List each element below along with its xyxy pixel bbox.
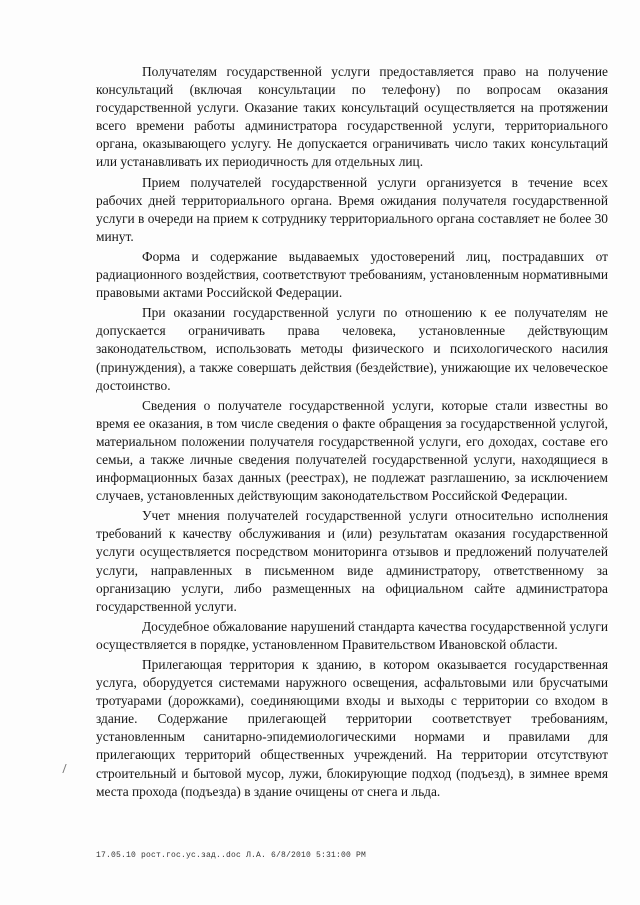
paragraph-human-rights: При оказании государственной услуги по отношению к ее получателям не допускается ограничивать права человека, установленные действующим законодательством, использовать методы физического и психологического насилия (принуждения), а также совершать действия (бездействие), унижающие их человеческое достоинство. xyxy=(96,305,608,393)
document-body xyxy=(96,63,608,803)
paragraph-reception: Прием получателей государственной услуги организуется в течение всех рабочих дней территориального органа. Время ожидания получателя государственной услуги в очереди на прием к сотруднику территориального органа составляет не более 30 минут. xyxy=(96,174,608,244)
paragraph-confidentiality: Сведения о получателе государственной услуги, которые стали известны во время ее оказания, в том числе сведения о факте обращения за государственной услугой, материальном положении получателя государственной услуги, его доходах, составе его семьи, а также личные сведения получателей государственной услуги, находящиеся в информационных базах данных (реестрах), не подлежат разглашению, за исключением случаев, установленных действующим законодательством Российской Федерации. xyxy=(96,397,608,504)
margin-pen-mark xyxy=(62,764,68,773)
paragraph-territory: Прилегающая территория к зданию, в котором оказывается государственная услуга, оборудуется системами наружного освещения, асфальтовыми или брусчатыми тротуарами (дорожками), соединяющими входы и выходы с территории со входом в здание. Содержание прилегающей территории соответствует требованиям, установленным санитарно-эпидемиологическими нормами и правилами для прилегающих территорий общественных учреждений. На территории отсутствуют строительный и бытовой мусор, лужи, блокирующие подход (подъезд), в зимнее время места прохода (подъезда) в здание очищены от снега и льда. xyxy=(96,657,608,799)
paragraph-feedback: Учет мнения получателей государственной услуги относительно исполнения требований к качеству обслуживания и (или) результатам оказания государственной услуги осуществляется посредством мониторинга отзывов и предложений получателей услуги, направленных в письменном виде администратору, ответственному за организацию услуги, либо размещенных на официальном сайте администратора государственной услуги. xyxy=(96,508,608,614)
paragraph-certificates: Форма и содержание выдаваемых удостоверений лиц, пострадавших от радиационного воздействия, соответствуют требованиям, установленным нормативными правовыми актами Российской Федерации. xyxy=(96,248,608,301)
paragraph-consultations: Получателям государственной услуги предоставляется право на получение консультаций (включая консультации по телефону) по вопросам оказания государственной услуги. Оказание таких консультаций осуществляется на протяжении всего времени работы администратора государственной услуги, территориального органа, оказывающего услугу. Не допускается ограничивать число таких консультаций или устанавливать их периодичность для отдельных лиц. xyxy=(96,64,608,170)
paragraph-appeal: Досудебное обжалование нарушений стандарта качества государственной услуги осуществляется в порядке, установленном Правительством Ивановской области. xyxy=(96,618,608,652)
file-footer: 17.05.10 рост.гос.ус.зад..doc Л.А. 6/8/2010 5:31:00 PM xyxy=(96,851,367,860)
